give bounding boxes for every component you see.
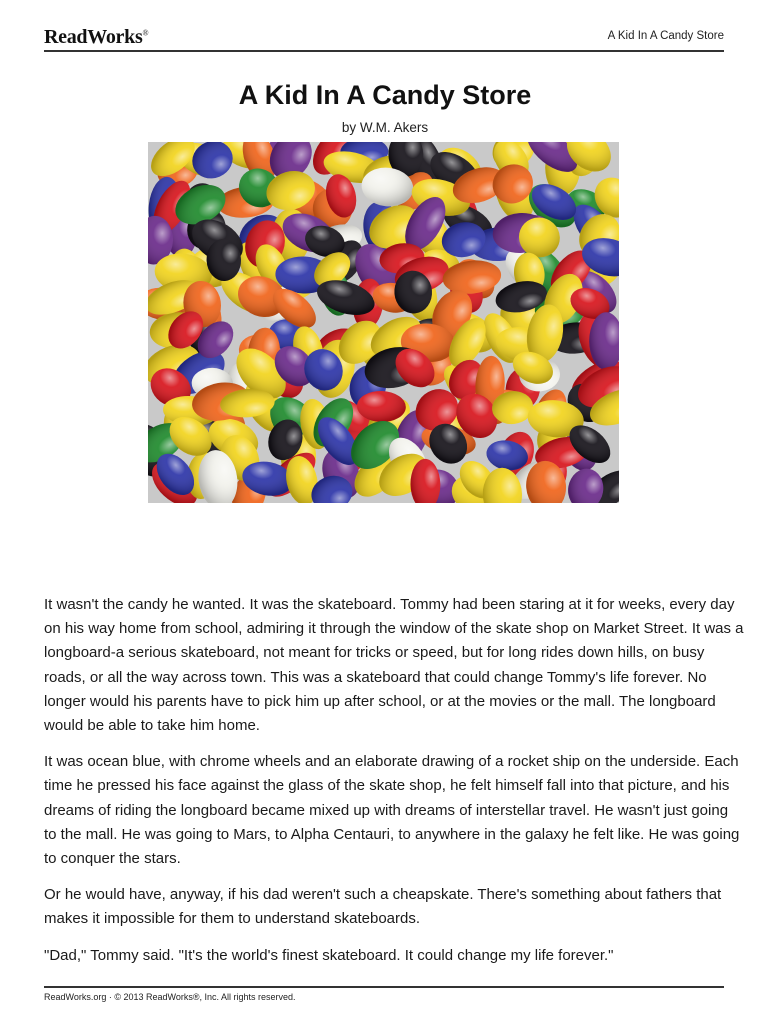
readworks-logo: ReadWorks® [44, 26, 149, 48]
paragraph: "Dad," Tommy said. "It's the world's finest skateboard. It could change my life forever." [44, 946, 614, 964]
page-footer: ReadWorks.org · © 2013 ReadWorks®, Inc. All rights reserved. [44, 992, 296, 1002]
paragraph: It was ocean blue, with chrome wheels and an elaborate drawing of a rocket ship on the underside. Each time he pressed his face against the glass of the skate shop, he felt himself fall into that picture, and his dreams of riding the longboard became mixed up with dreams of interstellar travel. He wasn't just going to the mall. He was going to Mars, to Alpha Centauri, to anywhere in the galaxy he felt like. He was going to conquer the stars. [44, 753, 740, 868]
footer-divider [44, 986, 724, 988]
article-byline: by W.M. Akers [341, 120, 429, 135]
jellybeans-photo [148, 142, 619, 503]
paragraph: Or he would have, anyway, if his dad weren't such a cheapskate. There's something about fathers that makes it impossible for them to understand skateboards. [44, 886, 722, 928]
paragraph: It wasn't the candy he wanted. It was the skateboard. Tommy had been staring at it for weeks, every day on his way home from school, admiring it through the window of the skate shop on Market Street. It was a longboard-a serious skateboard, not meant for tricks or speed, but for long rides down hills, on busy roads, or all the way across town. This was a skateboard that could change Tommy's life forever. No longer would his parents have to pick him up after school, or at the movies or the mall. The longboard would be able to take him home. [44, 596, 744, 735]
page-header [44, 26, 724, 50]
article-title: A Kid In A Candy Store [238, 80, 532, 110]
header-divider [44, 50, 724, 52]
article-body [44, 593, 744, 980]
header-title: A Kid In A Candy Store [607, 30, 724, 42]
